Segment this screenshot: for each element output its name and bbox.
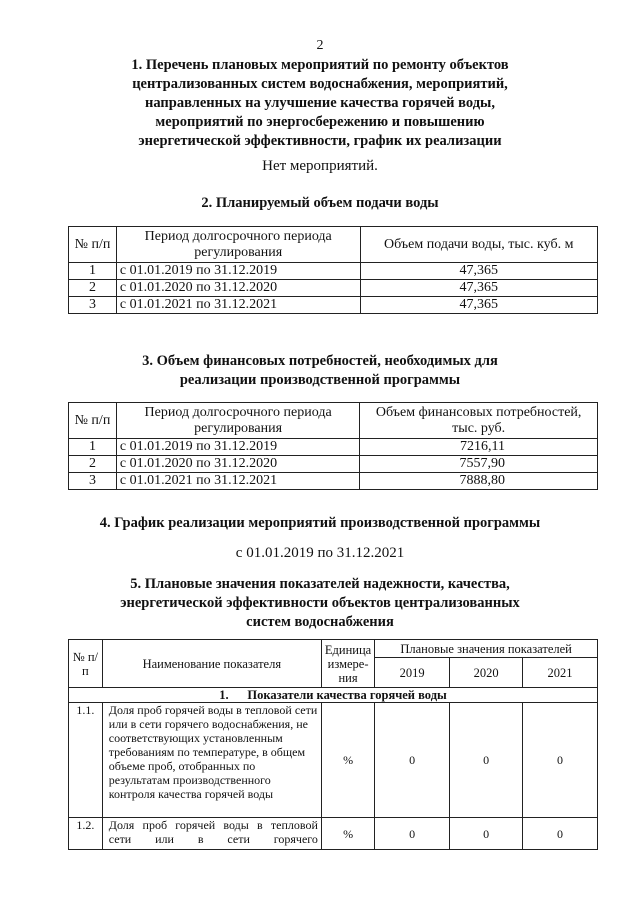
section4-title: 4. График реализации мероприятий производственной программы: [99, 515, 541, 531]
header-financial: Объем финансовых потребностей, тыс. руб.: [360, 403, 598, 439]
section1-title-line: централизованных систем водоснабжения, мероприятий,: [132, 76, 508, 92]
row-period: с 01.01.2020 по 31.12.2020: [116, 280, 360, 297]
section1-text: Нет мероприятий.: [262, 158, 378, 174]
table-header-row: [69, 403, 598, 439]
header-name: Наименование показателя: [102, 640, 321, 688]
row-num: 3: [69, 297, 117, 314]
section3-title-line: реализации производственной программы: [179, 372, 461, 388]
table-row: [69, 473, 598, 490]
subsection-row: [69, 688, 598, 703]
row-num: 2: [69, 456, 117, 473]
header-num: № п/п: [69, 403, 117, 439]
section1-title-line: 1. Перечень плановых мероприятий по ремонту объектов: [131, 57, 509, 73]
page-number: 2: [316, 38, 324, 53]
row-indicator-name-line: Доля проб горячей воды в тепловой: [108, 818, 318, 832]
water-supply-table: [68, 226, 598, 314]
row-unit: %: [321, 818, 374, 850]
section1-title-line: направленных на улучшение качества горячей воды,: [144, 95, 495, 111]
section3-title-line: 3. Объем финансовых потребностей, необходимых для: [142, 353, 498, 369]
table-row: [69, 263, 598, 280]
section1-title-line: энергетической эффективности, график их реализации: [138, 133, 502, 149]
financial-needs-table: [68, 402, 598, 490]
indicators-table: [68, 639, 598, 850]
section1-title: [0, 56, 640, 151]
row-volume: 47,365: [360, 263, 598, 280]
section4-text: с 01.01.2019 по 31.12.2021: [235, 545, 405, 561]
subsection-title: 1. Показатели качества горячей воды: [69, 688, 598, 703]
row-indicator-name: [102, 818, 321, 850]
row-value-2021: 0: [523, 703, 598, 818]
row-unit: %: [321, 703, 374, 818]
table-header-row: [69, 227, 598, 263]
section2-title: 2. Планируемый объем подачи воды: [201, 195, 439, 211]
row-period: с 01.01.2021 по 31.12.2021: [116, 473, 359, 490]
row-volume: 47,365: [360, 297, 598, 314]
row-num: 1: [69, 439, 117, 456]
table-row: [69, 703, 598, 818]
table-row: [69, 297, 598, 314]
header-year: 2019: [375, 658, 450, 688]
table-row: [69, 456, 598, 473]
header-period: Период долгосрочного периода регулирования: [116, 227, 360, 263]
table-row: [69, 439, 598, 456]
row-value-2020: 0: [450, 818, 523, 850]
row-value-2021: 0: [523, 818, 598, 850]
row-num: 2: [69, 280, 117, 297]
table-row: [69, 818, 598, 850]
header-planned: Плановые значения показателей: [375, 640, 598, 658]
section5-title-line: 5. Плановые значения показателей надежности, качества,: [130, 576, 510, 592]
section1-title-line: мероприятий по энергосбережению и повышению: [155, 114, 485, 130]
row-num: 1: [69, 263, 117, 280]
row-amount: 7216,11: [360, 439, 598, 456]
row-num: 3: [69, 473, 117, 490]
row-volume: 47,365: [360, 280, 598, 297]
section5-title-line: энергетической эффективности объектов централизованных: [120, 595, 520, 611]
row-period: с 01.01.2021 по 31.12.2021: [116, 297, 360, 314]
row-indicator-name-line: сети или в сети горячего: [108, 832, 318, 846]
row-amount: 7557,90: [360, 456, 598, 473]
row-period: с 01.01.2019 по 31.12.2019: [116, 263, 360, 280]
section3-title: [0, 352, 640, 390]
header-period: Период долгосрочного периода регулирования: [116, 403, 359, 439]
header-unit: Единица измере-ния: [321, 640, 374, 688]
row-indicator-name: Доля проб горячей воды в тепловой сети или в сети горячего водоснабжения, не соответствующих установленным требованиям по температуре, в общем объеме проб, отобранных по результатам производственного контроля качества горячей воды: [102, 703, 321, 818]
row-period: с 01.01.2019 по 31.12.2019: [116, 439, 359, 456]
row-value-2019: 0: [375, 703, 450, 818]
row-period: с 01.01.2020 по 31.12.2020: [116, 456, 359, 473]
header-num: № п/п: [69, 640, 103, 688]
header-num: № п/п: [69, 227, 117, 263]
row-value-2020: 0: [450, 703, 523, 818]
section5-title: [0, 575, 640, 632]
row-value-2019: 0: [375, 818, 450, 850]
section5-title-line: систем водоснабжения: [246, 614, 394, 630]
table-header-row: [69, 640, 598, 658]
header-year: 2020: [450, 658, 523, 688]
header-year: 2021: [523, 658, 598, 688]
table-row: [69, 280, 598, 297]
row-amount: 7888,80: [360, 473, 598, 490]
row-num: 1.2.: [69, 818, 103, 850]
header-volume: Объем подачи воды, тыс. куб. м: [360, 227, 598, 263]
row-num: 1.1.: [69, 703, 103, 818]
